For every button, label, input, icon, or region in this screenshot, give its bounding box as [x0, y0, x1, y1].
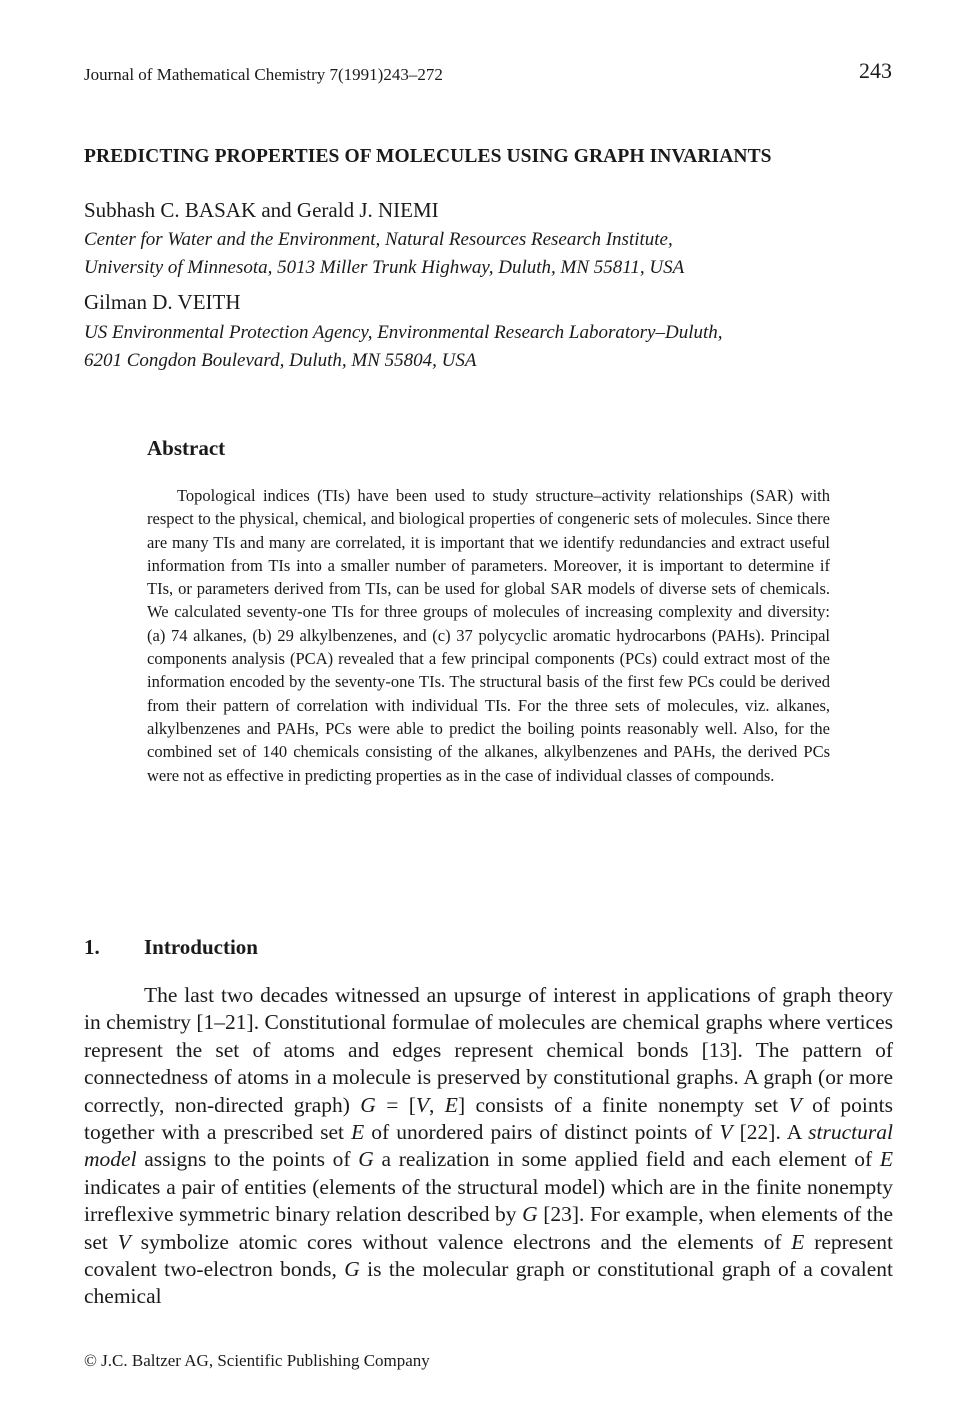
math-symbol: V: [415, 1092, 430, 1117]
abstract-text: Topological indices (TIs) have been used to study structure–activity relationships (SAR) with respect to the physical, chemical, and biological properties of congeneric sets of molecules. Since there are many TIs and many are correlated, it is important that we identify redundancies and extract useful information from TIs into a smaller number of parameters. Moreover, it is important to determine if TIs, or parameters derived from TIs, can be used for global SAR models of diverse sets of chemicals. We calculated seventy-one TIs for three groups of molecules of increasing complexity and diversity: (a) 74 alkanes, (b) 29 alkylbenzenes, and (c) 37 polycyclic aromatic hydrocarbons (PAHs). Principal components analysis (PCA) revealed that a few principal components (PCs) could extract most of the information encoded by the seventy-one TIs. The structural basis of the first few PCs could be derived from their pattern of correlation with individual TIs. For the three sets of molecules, viz. alkanes, alkylbenzenes and PAHs, PCs were able to predict the boiling points reasonably well. Also, for the combined set of 140 chemicals consisting of the alkanes, alkylbenzenes and PAHs, the derived PCs were not as effective in predicting properties as in the case of individual classes of compounds.: [147, 486, 830, 785]
math-symbol: G: [344, 1257, 360, 1282]
affiliation-2: [84, 319, 723, 375]
affiliation-line: US Environmental Protection Agency, Environmental Research Laboratory–Duluth,: [84, 322, 723, 343]
intro-text: is the molecular graph or constitutional graph of a covalent chemical: [84, 1257, 893, 1309]
intro-text: [23]. For example, when elements of the set: [84, 1202, 893, 1254]
introduction-paragraph: [84, 982, 893, 1311]
math-symbol: V: [117, 1229, 131, 1254]
affiliation-line: 6201 Congdon Boulevard, Duluth, MN 55804, USA: [84, 350, 477, 371]
copyright-footer: © J.C. Baltzer AG, Scientific Publishing Company: [84, 1351, 430, 1370]
affiliation-line: University of Minnesota, 5013 Miller Trunk Highway, Duluth, MN 55811, USA: [84, 257, 685, 278]
abstract-heading: Abstract: [147, 436, 226, 460]
intro-text: ] consists of a finite nonempty set: [457, 1092, 789, 1117]
author-names-2: Gilman D. VEITH: [84, 290, 241, 314]
intro-text: assigns to the points of: [136, 1147, 359, 1172]
intro-text: ,: [429, 1092, 445, 1117]
intro-text: represent covalent two-electron bonds,: [84, 1229, 893, 1282]
affiliation-line: Center for Water and the Environment, Natural Resources Research Institute,: [84, 229, 673, 250]
section-number: 1.: [84, 935, 100, 959]
author-names-1: Subhash C. BASAK and Gerald J. NIEMI: [84, 198, 439, 222]
intro-text: The last two decades witnessed an upsurge of interest in applications of graph theory in chemistry [1–21]. Constitutional formulae of molecules are chemical graphs where vertices represent the set of atoms and edges represent chemical bonds [13]. The pattern of connectedness of atoms in a molecule is preserved by constitutional graphs. A graph (or more correctly, non-directed graph): [84, 983, 893, 1117]
intro-text: = [: [375, 1092, 416, 1117]
section-heading: [84, 935, 258, 960]
math-symbol: E: [879, 1147, 893, 1172]
math-symbol: G: [360, 1092, 376, 1117]
intro-text: a realization in some applied field and each element of: [373, 1147, 880, 1172]
math-symbol: G: [358, 1147, 374, 1172]
intro-text: of unordered pairs of distinct points of: [364, 1120, 720, 1145]
section-title: Introduction: [144, 935, 258, 959]
intro-text: of points together with a prescribed set: [84, 1092, 893, 1145]
page-number: 243: [859, 58, 892, 83]
intro-text: symbolize atomic cores without valence electrons and the elements of: [130, 1229, 792, 1254]
math-symbol: G: [522, 1202, 538, 1227]
math-symbol: E: [351, 1120, 365, 1145]
intro-text: indicates a pair of entities (elements of the structural model) which are in the finite nonempty irreflexive symmetric binary relation described by: [84, 1174, 893, 1227]
emphasis-term: structural model: [84, 1120, 893, 1172]
affiliation-1: [84, 226, 684, 282]
math-symbol: E: [791, 1229, 805, 1254]
math-symbol: V: [719, 1120, 733, 1145]
paper-title: PREDICTING PROPERTIES OF MOLECULES USING GRAPH INVARIANTS: [84, 146, 772, 167]
math-symbol: E: [444, 1092, 458, 1117]
intro-text: [22]. A: [732, 1120, 809, 1145]
math-symbol: V: [788, 1092, 802, 1117]
journal-citation: Journal of Mathematical Chemistry 7(1991)243–272: [84, 65, 443, 84]
